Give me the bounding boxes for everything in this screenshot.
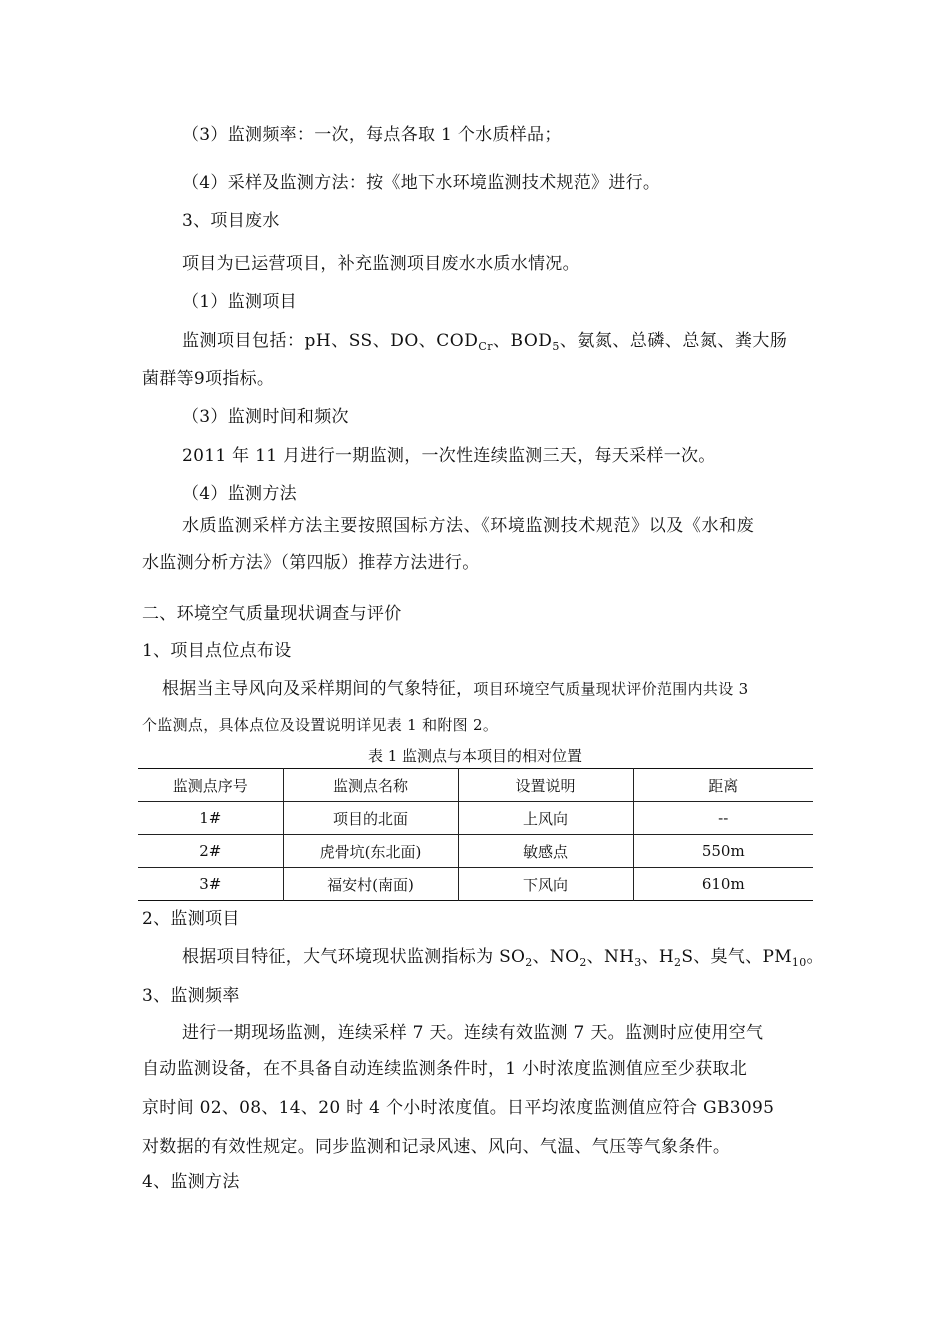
text-line-air-indicators: 根据项目特征，大气环境现状监测指标为 $SO_2$、$NO_2$、$NH_3$、$H_2S$、臭气、$PM_{10}$。	[182, 947, 824, 969]
table-cell: 福安村(南面)	[283, 868, 458, 901]
text-line: 水质监测采样方法主要按照国标方法、《环境监测技术规范》以及《水和废	[182, 516, 755, 536]
table-cell: 610m	[633, 868, 813, 901]
table-cell: 1#	[199, 809, 222, 827]
chapter-heading: 二、环境空气质量现状调查与评价	[142, 604, 402, 624]
text-line: 菌群等9项指标。	[142, 369, 275, 389]
text-line: 2011 年 11 月进行一期监测，一次性连续监测三天，每天采样一次。	[182, 446, 716, 466]
table-cell: 下风向	[458, 868, 633, 901]
table-row	[138, 868, 813, 901]
text-line: （3）监测频率：一次，每点各取 1 个水质样品；	[182, 125, 562, 145]
table-cell: 550m	[633, 835, 813, 868]
section-heading: 4、监测方法	[142, 1172, 240, 1192]
text-line-monitoring-items: 监测项目包括：pH、SS、DO、$COD_{Cr}$、$BOD_5$、氨氮、总磷、总氮、粪大肠	[182, 331, 788, 353]
table-row	[138, 835, 813, 868]
text-line: 根据当主导风向及采样期间的气象特征，项目环境空气质量现状评价范围内共设 3	[162, 679, 749, 699]
section-heading: 3、项目废水	[182, 211, 280, 231]
text-line: 个监测点，具体点位及设置说明详见表 1 和附图 2。	[142, 716, 499, 734]
section-heading: 2、监测项目	[142, 909, 240, 929]
monitoring-points-table	[138, 768, 813, 901]
table-row	[138, 802, 813, 835]
table-cell: 敏感点	[458, 835, 633, 868]
column-header: 监测点名称	[283, 769, 458, 802]
column-header: 监测点序号	[172, 776, 248, 795]
table-cell: 3#	[199, 875, 222, 893]
subheading: （3）监测时间和频次	[182, 407, 349, 427]
text-line: 项目为已运营项目，补充监测项目废水水质水情况。	[182, 254, 580, 274]
text-line: 京时间 02、08、14、20 时 4 个小时浓度值。日平均浓度监测值应符合 GB3095	[142, 1098, 775, 1118]
section-heading: 1、项目点位点布设	[142, 641, 292, 661]
text-line: 水监测分析方法》（第四版）推荐方法进行。	[142, 553, 480, 573]
table-cell: 虎骨坑(东北面)	[283, 835, 458, 868]
column-header: 距离	[633, 769, 813, 802]
text-line: 自动监测设备，在不具备自动连续监测条件时，1 小时浓度监测值应至少获取北	[142, 1059, 748, 1079]
table-caption: 表 1 监测点与本项目的相对位置	[367, 747, 583, 765]
table-cell: 上风向	[458, 802, 633, 835]
subheading: （1）监测项目	[182, 292, 297, 312]
subheading: （4）监测方法	[182, 484, 297, 504]
text-line: （4）采样及监测方法：按《地下水环境监测技术规范》进行。	[182, 173, 661, 193]
table-cell: 2#	[199, 842, 222, 860]
section-heading: 3、监测频率	[142, 986, 240, 1006]
text-line: 进行一期现场监测，连续采样 7 天。连续有效监测 7 天。监测时应使用空气	[182, 1023, 764, 1043]
column-header: 设置说明	[458, 769, 633, 802]
table-cell: --	[633, 802, 813, 835]
table-header-row	[138, 769, 813, 802]
text-line: 对数据的有效性规定。同步监测和记录风速、风向、气温、气压等气象条件。	[142, 1137, 731, 1157]
table-cell: 项目的北面	[283, 802, 458, 835]
